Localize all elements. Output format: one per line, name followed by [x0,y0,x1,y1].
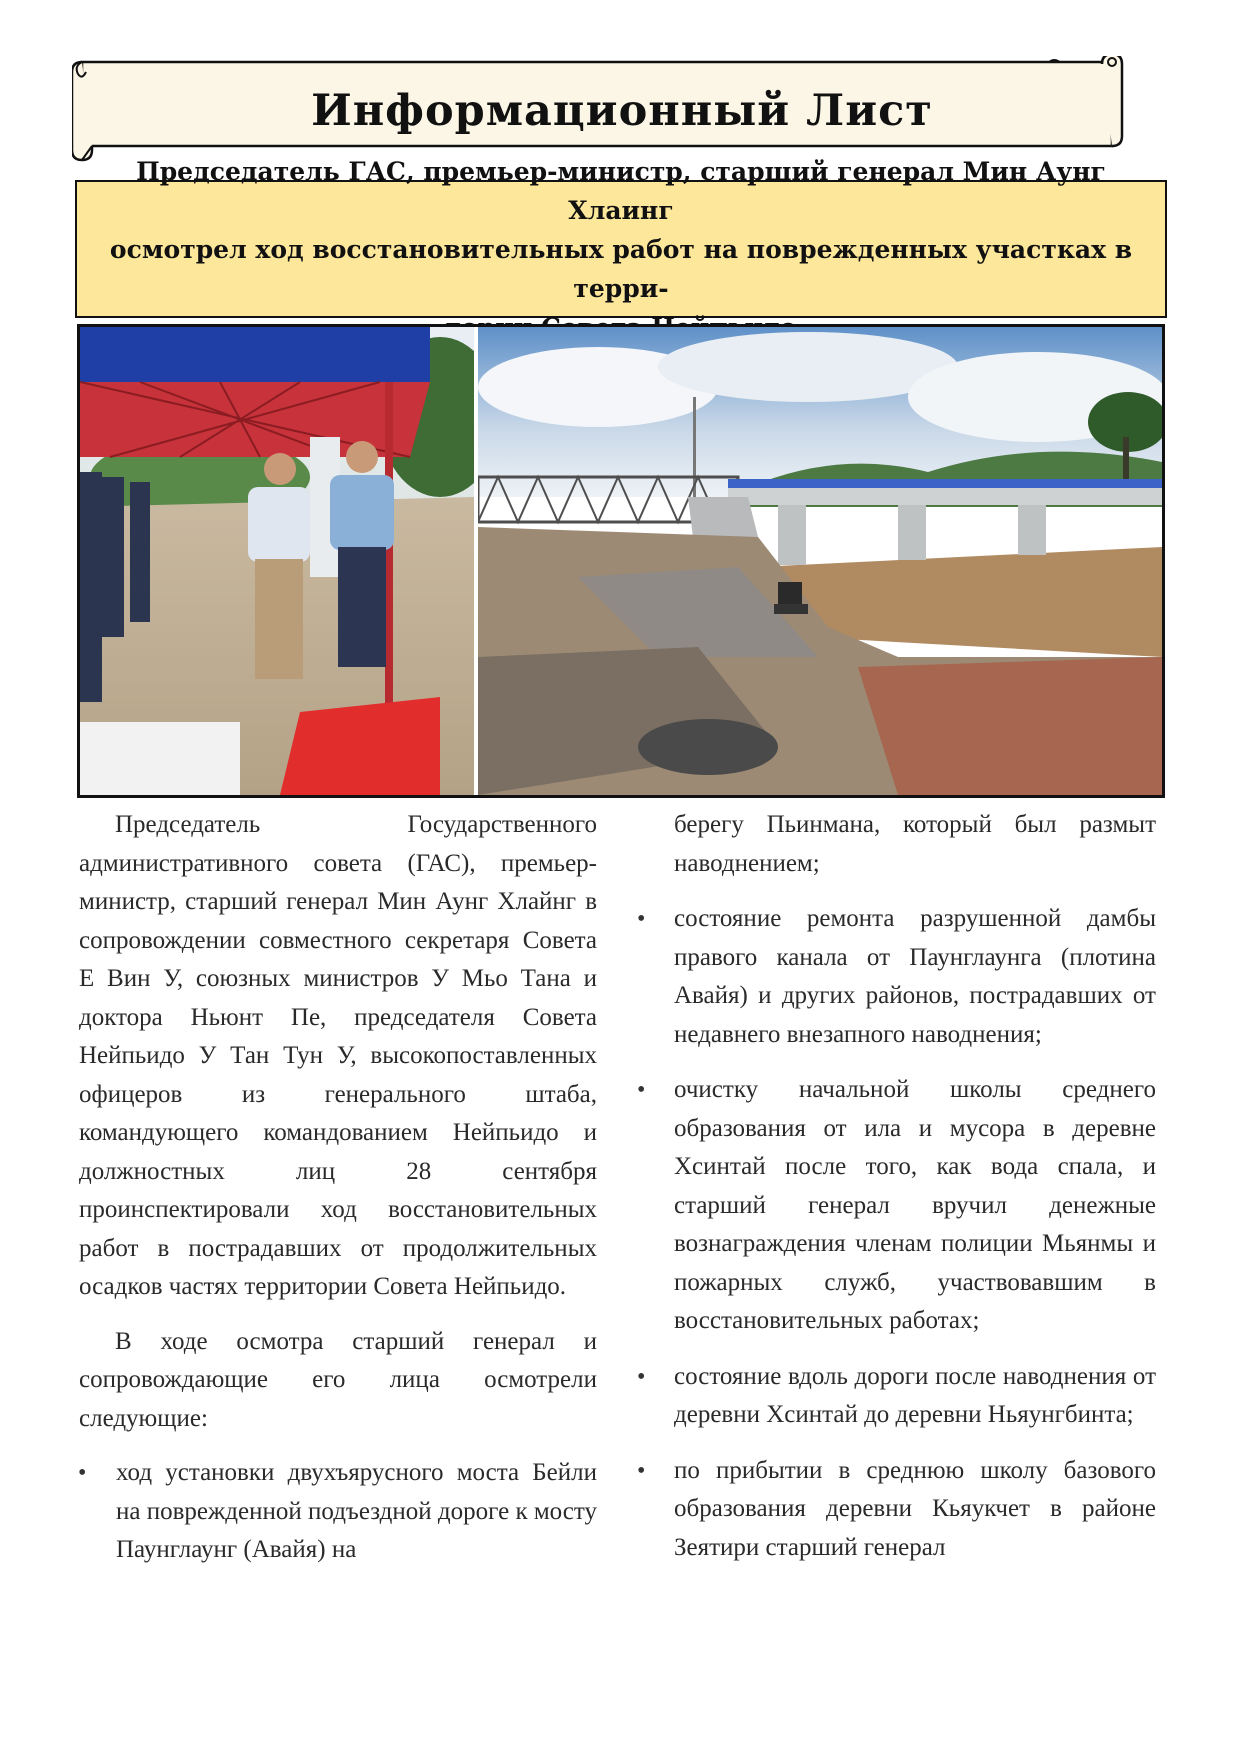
list-item: • состояние вдоль дороги после наводнения от деревни Хсинтай до деревни Ньяунгбинта; [637,1358,1156,1435]
inspection-list [79,1454,597,1570]
headline-box [75,156,1167,318]
list-item: • по прибытии в среднюю школу базового образования деревни Кьяукчет в районе Зеятири старший генерал [637,1452,1156,1568]
article-column-right [637,806,1156,1584]
list-item-continuation: берегу Пьинмана, который был размыт наводнением; [674,811,1156,877]
list-item: • ход установки двухъярусного моста Бейли на поврежденной подъездной дороге к мосту Паунглаунг (Авайя) на [79,1454,597,1570]
article-paragraph-1: Председатель Государственного административного совета (ГАС), премьер-министр, старший генерал Мин Аунг Хлайнг в сопровождении совместного секретаря Совета Е Вин У, союзных министров У Мьо Тана и доктора Ньюнт Пе, председателя Совета Нейпьидо У Тан Тун У, высокопоставленных офицеров из генерального штаба, командующего командованием Нейпьидо и должностных лиц 28 сентября проинспектировали ход восстановительных работ в пострадавших от продолжительных осадков частях территории Совета Нейпьидо. [79,811,597,1300]
page-title: Информационный Лист [311,86,933,136]
headline-text [85,152,1157,347]
headline-line-1: Председатель ГАС, премьер-министр, старший генерал Мин Аунг Хлаинг [136,156,1106,225]
title-banner [72,56,1172,166]
list-item: • очистку начальной школы среднего образования от ила и мусора в деревне Хсинтай после того, как вода спала, и старший генерал вручил денежные вознаграждения членам полиции Мьянмы и пожарных служб, участвовавшим в восстановительных работах; [637,1071,1156,1341]
list-item: • состояние ремонта разрушенной дамбы правого канала от Паунглаунга (плотина Авайя) и других районов, пострадавших от недавнего внезапного наводнения; [637,900,1156,1054]
inspection-list-continued [637,900,1156,1567]
bridge-repair-photo [478,327,1162,795]
officials-inspection-photo [80,327,474,795]
headline-line-2: осмотрел ход восстановительных работ на поврежденных участках в терри- [109,234,1133,303]
article-paragraph-2: В ходе осмотра старший генерал и сопровождающие его лица осмотрели следующие: [79,1327,597,1432]
photo-block [77,324,1165,798]
article-column-left [79,806,597,1587]
